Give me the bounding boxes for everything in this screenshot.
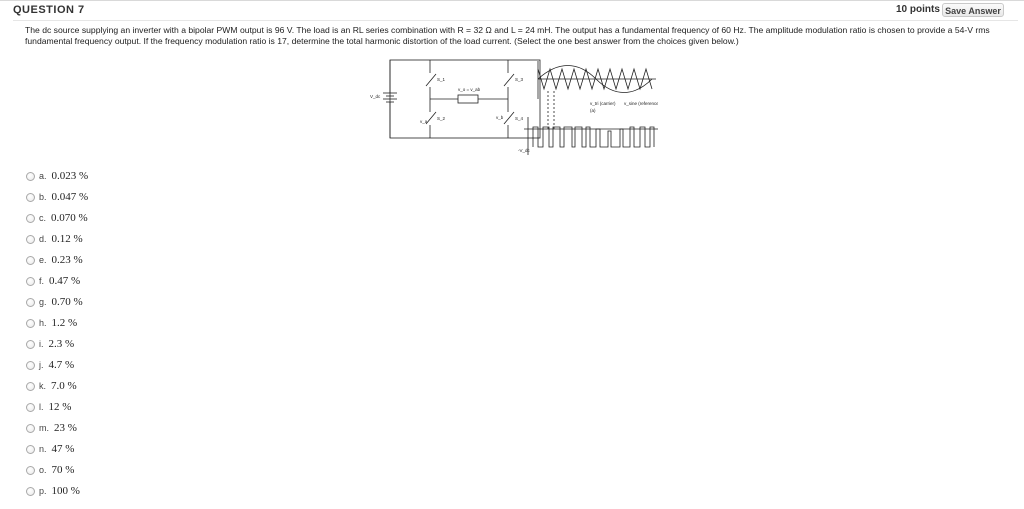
vdc-label: V_dc bbox=[370, 94, 381, 99]
vo-label: v_o = v_ab bbox=[458, 87, 481, 92]
choice-letter: d. bbox=[39, 234, 47, 244]
choice-letter: j. bbox=[39, 360, 44, 370]
choice-k[interactable] bbox=[26, 379, 77, 393]
choice-value: 7.0 % bbox=[51, 380, 77, 392]
choice-a[interactable] bbox=[26, 169, 88, 183]
choice-i[interactable] bbox=[26, 337, 74, 351]
choice-value: 12 % bbox=[48, 401, 72, 413]
choice-f[interactable] bbox=[26, 274, 80, 288]
choice-letter: i. bbox=[39, 339, 44, 349]
radio-button[interactable] bbox=[26, 235, 35, 244]
radio-button[interactable] bbox=[26, 256, 35, 265]
choice-letter: g. bbox=[39, 297, 47, 307]
choice-value: 0.47 % bbox=[49, 275, 81, 287]
radio-button[interactable] bbox=[26, 466, 35, 475]
question-text: The dc source supplying an inverter with a bipolar PWM output is 96 V. The load is an RL series combination with R = 32 Ω and L = 24 mH. The output has a fundamental frequency of 60 Hz. The amplitude modulation ratio is chosen to provide a 54-V rms fundamental frequency output. If the frequency modulation ratio is 17, determine the total harmonic distortion of the load current. (Select the one best answer from the choices given below.) bbox=[25, 25, 990, 46]
radio-button[interactable] bbox=[26, 319, 35, 328]
radio-button[interactable] bbox=[26, 382, 35, 391]
radio-button[interactable] bbox=[26, 361, 35, 370]
header-divider bbox=[13, 20, 1018, 21]
choice-value: 0.047 % bbox=[51, 191, 89, 203]
choice-j[interactable] bbox=[26, 358, 74, 372]
choice-letter: o. bbox=[39, 465, 47, 475]
choice-letter: e. bbox=[39, 255, 47, 265]
radio-button[interactable] bbox=[26, 445, 35, 454]
circuit-figure bbox=[368, 57, 658, 161]
choice-n[interactable] bbox=[26, 442, 74, 456]
choice-d[interactable] bbox=[26, 232, 83, 246]
choice-value: 70 % bbox=[51, 464, 75, 476]
pwm-inverter-diagram bbox=[368, 57, 658, 161]
choice-value: 0.12 % bbox=[51, 233, 83, 245]
panel-label: (a) bbox=[590, 108, 596, 113]
choice-b[interactable] bbox=[26, 190, 88, 204]
choice-g[interactable] bbox=[26, 295, 83, 309]
s4-label: S_4 bbox=[515, 116, 524, 121]
neg-vdc-label: -V_dc bbox=[518, 148, 530, 153]
radio-button[interactable] bbox=[26, 424, 35, 433]
s3-label: S_3 bbox=[515, 77, 524, 82]
choice-value: 0.23 % bbox=[51, 254, 83, 266]
va-label: v_a bbox=[420, 119, 428, 124]
choice-letter: c. bbox=[39, 213, 47, 223]
choice-m[interactable] bbox=[26, 421, 77, 435]
top-divider bbox=[0, 0, 1024, 1]
circuit-outline bbox=[390, 60, 540, 138]
choice-value: 2.3 % bbox=[48, 338, 75, 350]
question-title: QUESTION 7 bbox=[13, 4, 85, 16]
choice-o[interactable] bbox=[26, 463, 74, 477]
choice-c[interactable] bbox=[26, 211, 88, 225]
radio-button[interactable] bbox=[26, 340, 35, 349]
choice-h[interactable] bbox=[26, 316, 77, 330]
choice-letter: k. bbox=[39, 381, 47, 391]
save-answer-button[interactable]: Save Answer bbox=[942, 3, 1004, 17]
choice-value: 4.7 % bbox=[48, 359, 75, 371]
radio-button[interactable] bbox=[26, 487, 35, 496]
choice-value: 0.023 % bbox=[51, 170, 89, 182]
radio-button[interactable] bbox=[26, 214, 35, 223]
choice-letter: p. bbox=[39, 486, 47, 496]
choice-value: 1.2 % bbox=[51, 317, 78, 329]
reference-label: v_sine (reference) bbox=[624, 101, 658, 106]
choice-value: 100 % bbox=[51, 485, 80, 497]
choice-l[interactable] bbox=[26, 400, 71, 414]
radio-button[interactable] bbox=[26, 172, 35, 181]
choice-p[interactable] bbox=[26, 484, 80, 498]
radio-button[interactable] bbox=[26, 193, 35, 202]
choice-e[interactable] bbox=[26, 253, 83, 267]
choice-value: 0.70 % bbox=[51, 296, 83, 308]
choice-letter: a. bbox=[39, 171, 47, 181]
choice-value: 0.070 % bbox=[51, 212, 88, 224]
choice-letter: b. bbox=[39, 192, 47, 202]
s2-label: S_2 bbox=[437, 116, 446, 121]
choice-value: 23 % bbox=[54, 422, 77, 434]
choice-letter: l. bbox=[39, 402, 44, 412]
s1-label: S_1 bbox=[437, 77, 446, 82]
choice-letter: h. bbox=[39, 318, 47, 328]
choice-value: 47 % bbox=[51, 443, 75, 455]
points-label: 10 points bbox=[896, 4, 940, 15]
vb-label: v_b bbox=[496, 115, 504, 120]
radio-button[interactable] bbox=[26, 277, 35, 286]
radio-button[interactable] bbox=[26, 403, 35, 412]
choice-letter: m. bbox=[39, 423, 49, 433]
radio-button[interactable] bbox=[26, 298, 35, 307]
choice-letter: n. bbox=[39, 444, 47, 454]
carrier-label: v_tri (carrier) bbox=[590, 101, 616, 106]
choice-letter: f. bbox=[39, 276, 45, 286]
